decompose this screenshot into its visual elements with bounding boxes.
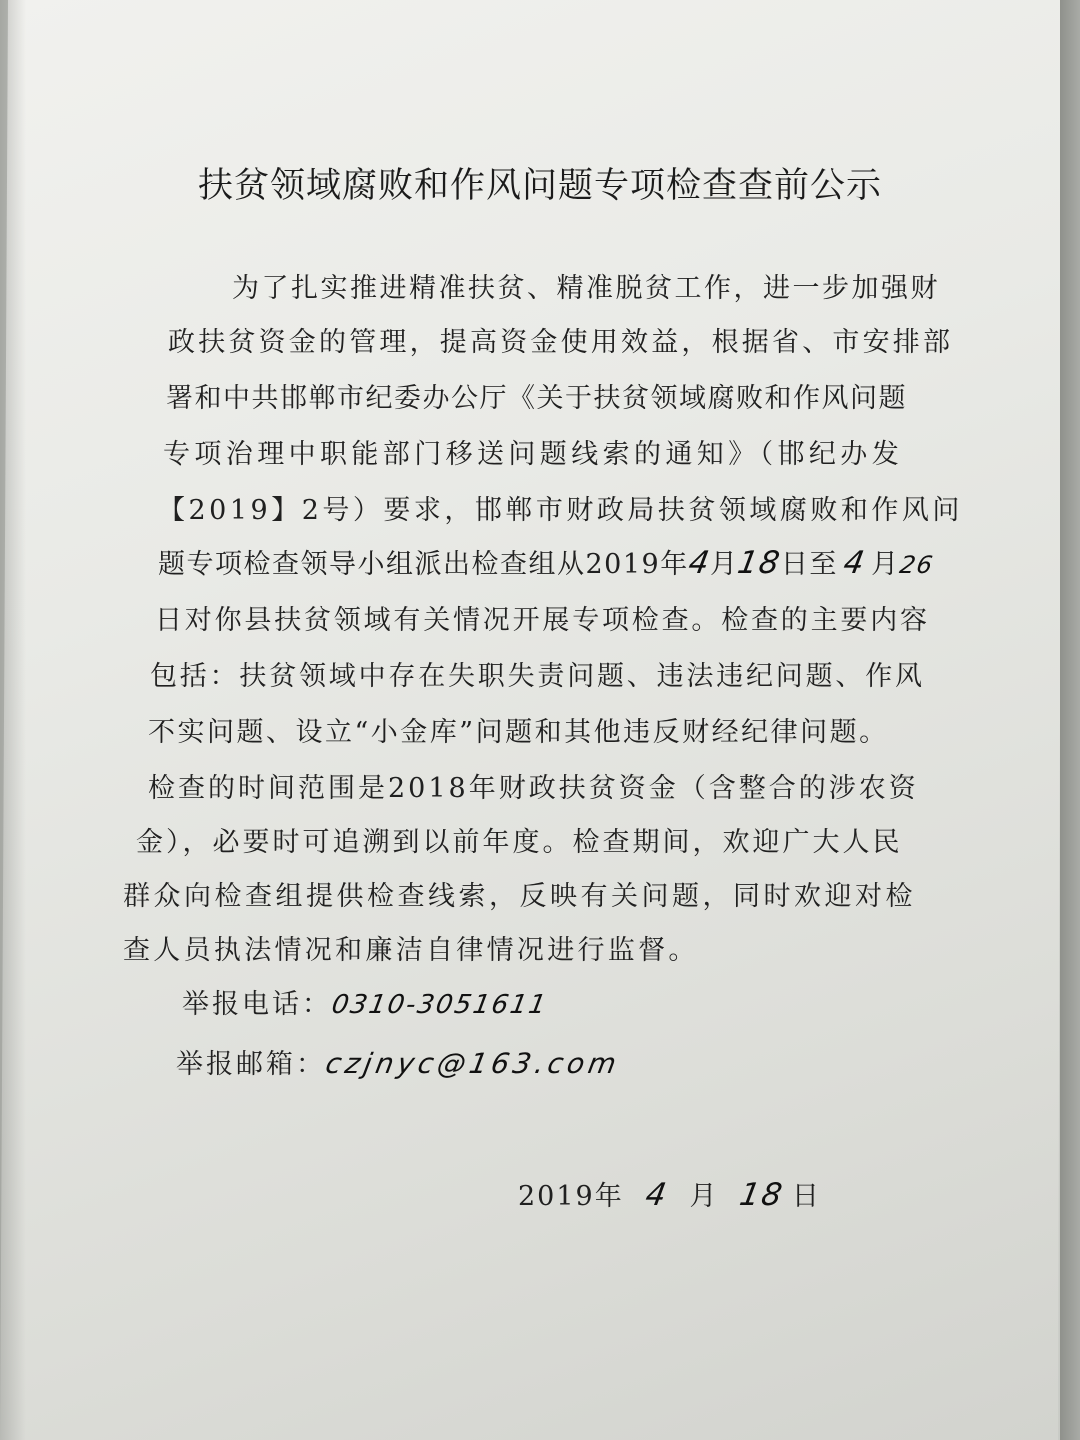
body-line-8: 不实问题、设立“小金库”问题和其他违反财经纪律问题。 — [148, 717, 889, 748]
month-char-1: 月 — [709, 549, 739, 580]
body-line-6: 日对你县扶贫领域有关情况开展专项检查。检查的主要内容 — [155, 605, 930, 636]
body-line-9: 检查的时间范围是2018年财政扶贫资金（含整合的涉农资 — [148, 773, 919, 804]
to-text: 日至 — [780, 549, 838, 580]
inspection-period-line — [158, 542, 936, 581]
date-year: 2019年 — [518, 1181, 624, 1212]
page-edge — [1060, 0, 1080, 1440]
date-day-handwritten: 18 — [737, 1177, 788, 1213]
end-day-handwritten: 26 — [897, 551, 936, 579]
start-month-handwritten: 4 — [685, 545, 714, 581]
body-line-5: 【2019】2号）要求，邯郸市财政局扶贫领域腐败和作风问 — [158, 495, 963, 526]
date-day-char: 日 — [791, 1181, 821, 1212]
body-line-2: 政扶贫资金的管理，提高资金使用效益，根据省、市安排部 — [168, 327, 954, 358]
notice-date — [518, 1174, 821, 1213]
period-prefix: 题专项检查领导小组派出检查组从2019年 — [158, 549, 689, 580]
start-day-handwritten: 18 — [735, 545, 785, 581]
date-month-char: 月 — [689, 1181, 719, 1212]
month-char-2: 月 — [871, 549, 900, 580]
report-phone — [182, 982, 550, 1021]
report-email-handwritten: czjnyc@163.com — [323, 1047, 623, 1080]
body-line-11: 群众向检查组提供检查线索，反映有关问题，同时欢迎对检 — [123, 881, 916, 912]
body-line-7: 包括：扶贫领域中存在失职失责问题、违法违纪问题、作风 — [150, 661, 925, 692]
paper-shadow — [0, 0, 26, 1440]
body-line-1: 为了扎实推进精准扶贫、精准脱贫工作，进一步加强财 — [232, 273, 940, 304]
body-line-3: 署和中共邯郸市纪委办公厅《关于扶贫领域腐败和作风问题 — [166, 383, 907, 414]
report-phone-handwritten: 0310-3051611 — [329, 990, 550, 1020]
report-email — [176, 1042, 623, 1081]
notice-title: 扶贫领域腐败和作风问题专项检查查前公示 — [197, 166, 882, 206]
report-phone-label: 举报电话： — [182, 989, 332, 1020]
date-month-handwritten: 4 — [642, 1177, 671, 1213]
report-email-label: 举报邮箱： — [176, 1049, 326, 1080]
body-line-4: 专项治理中职能部门移送问题线索的通知》（邯纪办发 — [163, 439, 904, 470]
body-line-12: 查人员执法情况和廉洁自律情况进行监督。 — [123, 935, 699, 966]
end-month-handwritten: 4 — [840, 545, 869, 581]
body-line-10: 金），必要时可追溯到以前年度。检查期间，欢迎广大人民 — [136, 827, 903, 858]
